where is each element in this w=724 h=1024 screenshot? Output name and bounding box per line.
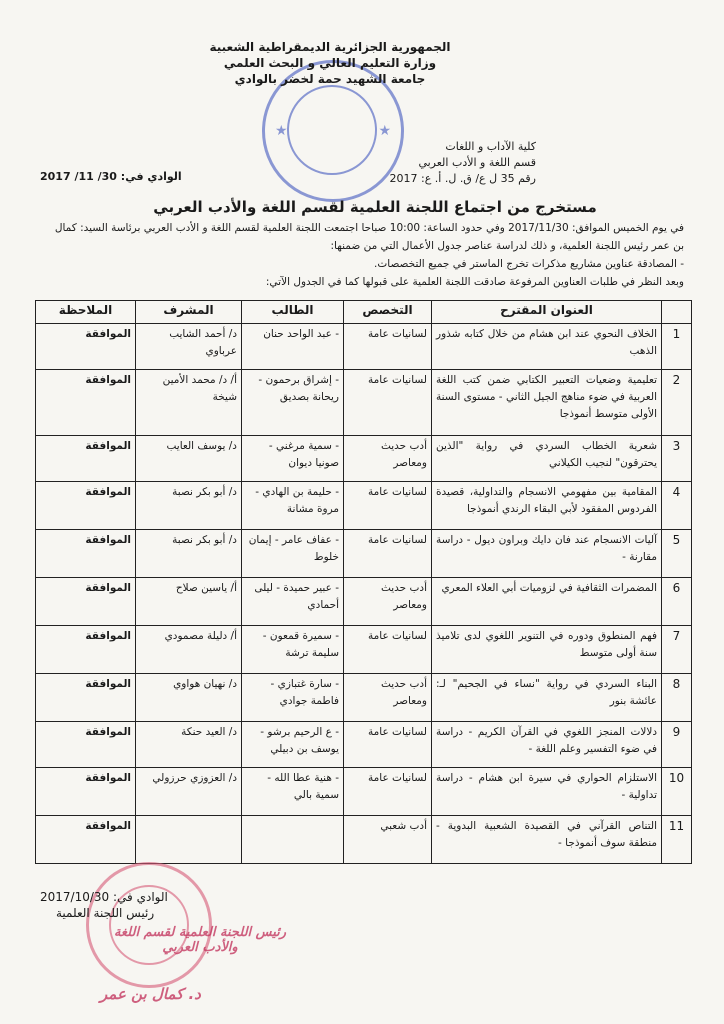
row-student: - عبد الواحد حنان [242,324,344,370]
row-topic: الاستلزام الحواري في سيرة ابن هشام - دراسة تداولية - [432,768,662,816]
row-number: 2 [662,370,692,436]
row-specialty: لسانيات عامة [344,530,432,578]
row-note: الموافقة [36,482,136,530]
header-student: الطالب [242,301,344,324]
intro-line-1: في يوم الخميس الموافق: 2017/11/30 وفي حدود الساعة: 10:00 صباحا اجتمعت اللجنة العلمية لقسم اللغة و الأدب العربي برئاسة السيد: كمال [54,222,684,234]
row-specialty: لسانيات عامة [344,482,432,530]
row-supervisor: د/ أبو بكر نصبة [136,530,242,578]
row-supervisor: د/ العزوزي حرزولي [136,768,242,816]
row-specialty: لسانيات عامة [344,768,432,816]
row-supervisor: د/ يوسف العايب [136,436,242,482]
document-title: مستخرج من اجتماع اللجنة العلمية لقسم اللغة والأدب العربي [153,198,597,216]
row-specialty: لسانيات عامة [344,324,432,370]
table-row [36,370,692,436]
row-student: - سميرة قمعون - سليمة ترشة [242,626,344,674]
footer-date: الوادي في: 2017/10/30 [40,890,168,904]
table-row [36,626,692,674]
row-supervisor: أ/ دليلة مصمودي [136,626,242,674]
row-number: 11 [662,816,692,864]
row-number: 4 [662,482,692,530]
row-number: 1 [662,324,692,370]
header-num [662,301,692,324]
row-supervisor: د/ أبو بكر نصبة [136,482,242,530]
row-supervisor: أ/ د/ محمد الأمين شيخة [136,370,242,436]
intro-line-2: بن عمر رئيس اللجنة العلمية، و ذلك لدراسة عناصر جدول الأعمال التي من ضمنها: [330,240,684,252]
header-supervisor: المشرف [136,301,242,324]
university-header: جامعة الشهيد حمة لخضر بالوادي [234,72,426,86]
header-topic: العنوان المقترح [432,301,662,324]
row-student: - عفاف عامر - إيمان خلوط [242,530,344,578]
row-number: 10 [662,768,692,816]
table-row [36,324,692,370]
row-specialty: أدب شعبي [344,816,432,864]
row-number: 9 [662,722,692,768]
row-supervisor: د/ أحمد الشايب عرباوي [136,324,242,370]
row-topic: المقامية بين مفهومي الانسجام والتداولية، قصيدة الفردوس المفقود لأبي البقاء الرندي أنموذجا [432,482,662,530]
row-note: الموافقة [36,578,136,626]
row-specialty: أدب حديث ومعاصر [344,578,432,626]
row-topic: شعرية الخطاب السردي في رواية "الذين يحترقون" لنجيب الكيلاني [432,436,662,482]
row-specialty: لسانيات عامة [344,626,432,674]
row-student: - عبير حميدة - ليلى أحمادي [242,578,344,626]
row-student: - حليمة بن الهادي - مروة مشانة [242,482,344,530]
row-number: 8 [662,674,692,722]
intro-line-4: وبعد النظر في طلبات العناوين المرفوعة صادقت اللجنة العلمية على قبولها كما في الجدول الآتي: [265,276,684,288]
row-topic: التناص القرآني في القصيدة الشعبية البدوية - منطقة سوف أنموذجا - [432,816,662,864]
row-note: الموافقة [36,674,136,722]
row-student: - سمية مرغني - صونيا ديوان [242,436,344,482]
table-row [36,530,692,578]
intro-line-3: - المصادقة عناوين مشاريع مذكرات تخرج الماستر في جميع التخصصات. [374,258,684,270]
table-row [36,816,692,864]
row-student: - هنية عطا الله - سمية بالي [242,768,344,816]
row-note: الموافقة [36,370,136,436]
row-number: 5 [662,530,692,578]
row-topic: تعليمية وضعيات التعبير الكتابي ضمن كتب اللغة العربية في ضوء مناهج الجيل الثاني - مستوى السنة الأولى متوسط أنموذجا [432,370,662,436]
row-specialty: أدب حديث ومعاصر [344,436,432,482]
ministry-header: وزارة التعليم العالي و البحث العلمي [223,56,437,70]
header-note: الملاحظة [36,301,136,324]
row-specialty: لسانيات عامة [344,370,432,436]
table-row [36,578,692,626]
row-number: 3 [662,436,692,482]
row-student [242,816,344,864]
document-date: الوادي في: 30/ 11/ 2017 [40,170,182,183]
table-row [36,436,692,482]
row-topic: البناء السردي في رواية "نساء في الجحيم" لـ: عائشة بنور [432,674,662,722]
table-row [36,768,692,816]
table-row [36,722,692,768]
republic-header: الجمهورية الجزائرية الديمقراطية الشعبية [209,40,451,54]
row-number: 6 [662,578,692,626]
table-row [36,674,692,722]
row-student: - ع الرحيم برشو - يوسف بن دبيلي [242,722,344,768]
titles-table [35,300,692,864]
row-supervisor: د/ نهيان هواوي [136,674,242,722]
row-specialty: أدب حديث ومعاصر [344,674,432,722]
row-student: - إشراق برحمون - ريحانة بصديق [242,370,344,436]
row-supervisor: د/ العيد حنكة [136,722,242,768]
faculty-name: كلية الآداب و اللغات [445,140,536,153]
row-note: الموافقة [36,626,136,674]
department-name: قسم اللغة و الأدب العربي [418,156,536,169]
table-row [36,482,692,530]
row-number: 7 [662,626,692,674]
row-topic: الخلاف النحوي عند ابن هشام من خلال كتابه شذور الذهب [432,324,662,370]
row-topic: دلالات المنجز اللغوي في القرآن الكريم - دراسة في ضوء التفسير وعلم اللغة - [432,722,662,768]
signature: د. كمال بن عمر [100,985,201,1003]
table-header-row [36,301,692,324]
header-specialty: التخصص [344,301,432,324]
row-specialty: لسانيات عامة [344,722,432,768]
row-topic: فهم المنطوق ودوره في التنوير اللغوي لدى تلاميذ سنة أولى متوسط [432,626,662,674]
row-note: الموافقة [36,816,136,864]
footer-role: رئيس اللجنة العلمية [56,906,155,920]
row-note: الموافقة [36,436,136,482]
row-topic: آليات الانسجام عند فان دايك وبراون ديول - دراسة مقارنة - [432,530,662,578]
row-topic: المضمرات الثقافية في لزوميات أبي العلاء المعري [432,578,662,626]
row-note: الموافقة [36,768,136,816]
faculty-stamp: ★ ★ [262,60,404,202]
row-supervisor [136,816,242,864]
row-note: الموافقة [36,722,136,768]
row-supervisor: أ/ ياسين صلاح [136,578,242,626]
row-note: الموافقة [36,324,136,370]
reference-number: رقم 35 ل ع/ ق. ل. أ. ع: 2017 [389,172,536,185]
row-note: الموافقة [36,530,136,578]
row-student: - سارة غتبازي - فاطمة جوادي [242,674,344,722]
red-stamp-text: رئيس اللجنة العلمية لقسم اللغة والأدب العربي [113,925,287,955]
